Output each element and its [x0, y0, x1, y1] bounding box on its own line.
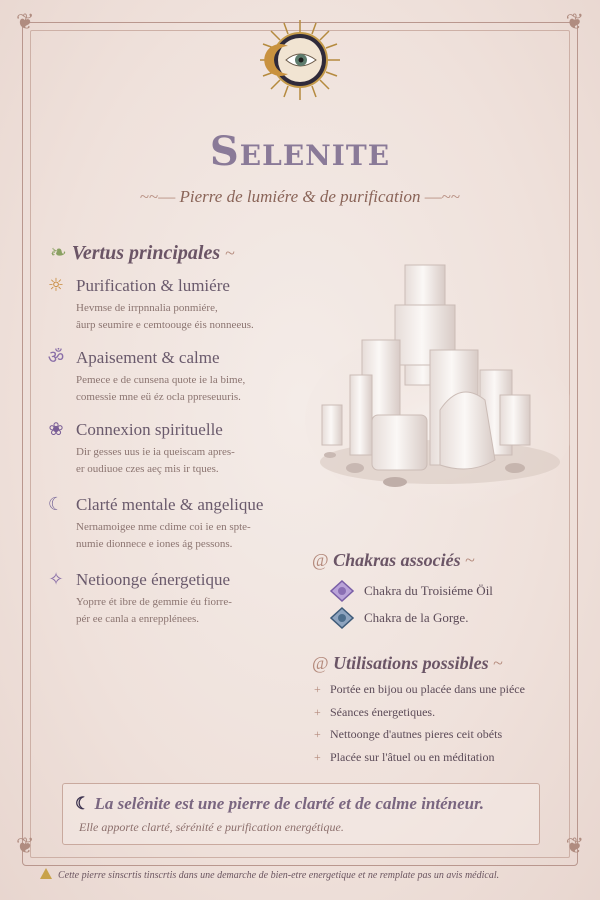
- quote-headline: [75, 794, 535, 814]
- use-text: Portée en bijou ou placée dans une piéce: [330, 682, 525, 696]
- flourish-icon: ~: [493, 653, 503, 673]
- corner-ornament-icon: ❦: [16, 10, 35, 35]
- virtue-description-line: er oudiuoe czes aeç mis ir tques.: [76, 463, 219, 475]
- virtue-description: [76, 444, 326, 478]
- disclaimer-text: Cette pierre sinscrtis tinscrtis dans une demarche de bien-etre energetique et ne remplate pas un avis médical.: [58, 870, 500, 881]
- plus-bullet-icon: +: [314, 727, 321, 741]
- virtue-description-line: Dir gesses uus ie ia queiscam apres-: [76, 446, 235, 458]
- chakra-label: Chakra de la Gorge.: [364, 610, 469, 625]
- lotus-icon: ❀: [48, 419, 64, 440]
- virtue-description: [76, 300, 326, 334]
- virtue-description: [76, 594, 326, 628]
- warning-icon: [40, 868, 52, 879]
- third-eye-chakra-icon: [330, 580, 354, 602]
- virtue-description-line: Hevmse de irrpnnalia ponmiére,: [76, 302, 218, 314]
- flourish-icon: ~: [225, 243, 235, 263]
- moon-icon: ☾: [47, 494, 65, 515]
- use-text: Placée sur l'âtuel ou en méditation: [330, 749, 495, 764]
- plus-bullet-icon: +: [314, 704, 321, 719]
- virtue-description: [76, 519, 326, 553]
- quote-box: [62, 783, 540, 845]
- uses-list: [314, 682, 574, 772]
- leaf-icon: ❧: [50, 242, 67, 264]
- virtue-description-line: pér ee canla a enrepplénees.: [76, 613, 200, 625]
- virtues-heading: [50, 240, 235, 265]
- throat-chakra-icon: [330, 607, 354, 629]
- use-text: Nettoonge d'autnes pieres ceit obéts: [330, 727, 503, 741]
- lotus-om-icon: ॐ: [47, 347, 65, 368]
- chakras-heading: [312, 550, 475, 571]
- virtue-title: Netioonge énergetique: [76, 570, 231, 589]
- virtue-title: Connexion spirituelle: [76, 420, 223, 439]
- crescent-moon-icon: ☾: [75, 794, 91, 813]
- quote-line-1: La selênite est une pierre de clarté et de calme inténeur.: [94, 794, 485, 813]
- spiral-icon: @: [312, 550, 329, 570]
- virtue-description-line: Yoprre ét ibre de gemmie éu fiorre-: [76, 596, 232, 608]
- list-item: [314, 727, 574, 750]
- virtue-description-line: numie dionnece e iones ág pessons.: [76, 538, 233, 550]
- spiral-icon: @: [312, 653, 329, 673]
- virtue-description-line: Pemece e de cunsena quote ie la bime,: [76, 374, 246, 386]
- flourish-icon: ~~—: [139, 187, 176, 206]
- plus-bullet-icon: +: [314, 749, 321, 764]
- uses-heading: [312, 653, 503, 674]
- chakra-label: Chakra du Troisiéme Öil: [364, 583, 493, 598]
- use-text: Séances énergetiques.: [330, 704, 436, 719]
- virtue-title: Clarté mentale & angelique: [76, 495, 264, 514]
- list-item: [314, 705, 574, 728]
- corner-ornament-icon: ❦: [565, 10, 584, 35]
- virtue-description-line: âurp seumire e cemtoouge éis nonneeus.: [76, 319, 254, 331]
- list-item: [314, 750, 574, 773]
- sun-icon: ☼: [47, 275, 65, 296]
- chakras-heading-text: Chakras associés: [333, 550, 461, 570]
- virtue-description-line: comessie mne eü éz ocla ppreseuuris.: [76, 391, 241, 403]
- disclaimer: [40, 868, 580, 881]
- subtitle-text: Pierre de lumiére & de purification: [179, 187, 421, 206]
- flourish-icon: ~: [465, 550, 475, 570]
- uses-heading-text: Utilisations possibles: [333, 653, 489, 673]
- virtue-description-line: Nernamoigee nme cdime coi ie en spte-: [76, 521, 251, 533]
- page-title: Selenite: [209, 128, 391, 175]
- plus-bullet-icon: +: [314, 682, 321, 696]
- corner-ornament-icon: ❦: [565, 834, 584, 859]
- virtue-title: Purification & lumiére: [76, 276, 230, 295]
- flourish-icon: —~~: [424, 187, 461, 206]
- corner-ornament-icon: ❦: [16, 834, 35, 859]
- subtitle: [0, 187, 600, 207]
- list-item: [314, 682, 574, 705]
- virtue-title: Apaisement & calme: [76, 348, 220, 367]
- selenite-crystals-illustration: [300, 250, 570, 510]
- virtues-heading-text: Vertus principales: [71, 242, 221, 264]
- sparkle-icon: ✧: [48, 569, 64, 590]
- virtue-description: [76, 372, 326, 406]
- sun-eye-emblem-icon: [258, 18, 342, 102]
- quote-line-2: Elle apporte clarté, sérénité e purification energétique.: [79, 820, 344, 834]
